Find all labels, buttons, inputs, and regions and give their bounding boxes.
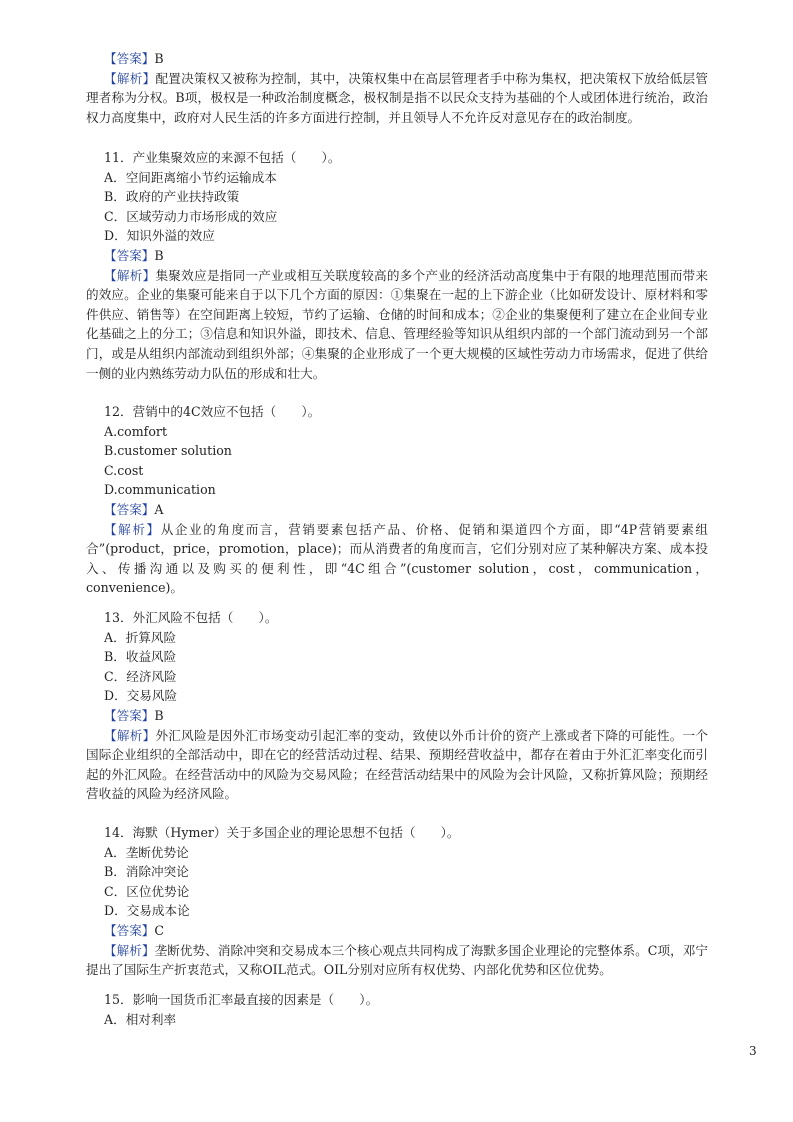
analysis-text: 从企业的角度而言，营销要素包括产品、价格、促销和渠道四个方面，即“4P营销要素组合”(product，price，promotion，place)；而从消费者的角度而言，它们分别对应了某种解决方案、成本投入、传播沟通以及购买的便利性，即“4C组合”(customer solution，cost，communication，convenience)。 bbox=[86, 521, 709, 596]
option: D．交易成本论 bbox=[104, 903, 190, 919]
answer-label: 【答案】 bbox=[104, 922, 155, 938]
question-12 bbox=[86, 402, 708, 598]
question-stem: 14．海默（Hymer）关于多国企业的理论思想不包括（ ）。 bbox=[104, 825, 460, 840]
question-15 bbox=[86, 990, 708, 1029]
option: D．交易风险 bbox=[104, 688, 178, 704]
option: A.comfort bbox=[104, 423, 167, 439]
analysis-label: 【解析】 bbox=[104, 521, 161, 537]
answer-label: 【答案】 bbox=[104, 51, 155, 66]
option: C．区位优势论 bbox=[104, 883, 190, 899]
option: A．垄断优势论 bbox=[104, 844, 189, 860]
answer-value: B bbox=[154, 51, 164, 66]
option: C.cost bbox=[104, 462, 144, 478]
option: A．空间距离缩小节约运输成本 bbox=[104, 169, 277, 185]
option: D．知识外溢的效应 bbox=[104, 228, 215, 244]
option: B．消除冲突论 bbox=[104, 864, 189, 880]
option: C．经济风险 bbox=[104, 668, 177, 684]
option: A．相对利率 bbox=[104, 1011, 177, 1027]
analysis-label: 【解析】 bbox=[104, 267, 156, 283]
question-14 bbox=[86, 823, 708, 980]
option: D.communication bbox=[104, 482, 216, 498]
analysis-text: 垄断优势、消除冲突和交易成本三个核心观点共同构成了海默多国企业理论的完整体系。C项，邓宁提出了国际生产折衷范式，又称OIL范式。OIL分别对应所有权优势、内部化优势和区位优势。 bbox=[86, 942, 709, 978]
answer-label: 【答案】 bbox=[104, 501, 155, 517]
analysis-text: 外汇风险是因外汇市场变动引起汇率的变动，致使以外币计价的资产上涨或者下降的可能性。一个国际企业组织的全部活动中，即在它的经营活动过程、结果、预期经营收益中，都存在着由于外汇汇率变化而引起的外汇风险。在经营活动中的风险为交易风险；在经营活动结果中的风险为会计风险，又称折算风险；预期经营收益的风险为经济风险。 bbox=[86, 727, 709, 802]
answer-value: A bbox=[154, 501, 164, 517]
option: B．收益风险 bbox=[104, 649, 177, 665]
prev-question-tail bbox=[86, 49, 708, 127]
analysis-text: 集聚效应是指同一产业或相互关联度较高的多个产业的经济活动高度集中于有限的地理范围而带来的效应。企业的集聚可能来自于以下几个方面的原因：①集聚在一起的上下游企业（比如研发设计、原材料和零件供应、销售等）在空间距离上较短，节约了运输、仓储的时间和成本；②企业的集聚便利了建立在企业间专业化基础之上的分工；③信息和知识外溢，即技术、信息、管理经验等知识从组织内部的一个部门流动到另一个部门，或是从组织内部流动到组织外部；④集聚的企业形成了一个更大规模的区域性劳动力市场需求，促进了供给一侧的业内熟练劳动力队伍的形成和壮大。 bbox=[86, 267, 709, 381]
answer-label: 【答案】 bbox=[104, 707, 155, 723]
option: A．折算风险 bbox=[104, 629, 177, 645]
answer-value: B bbox=[154, 707, 164, 723]
answer-label: 【答案】 bbox=[104, 247, 155, 263]
answer-value: C bbox=[154, 922, 165, 938]
question-stem: 13．外汇风险不包括（ ）。 bbox=[104, 610, 278, 625]
option: B.customer solution bbox=[104, 443, 232, 459]
page-number: 3 bbox=[749, 1044, 757, 1058]
option: B．政府的产业扶持政策 bbox=[104, 189, 240, 205]
analysis-label: 【解析】 bbox=[104, 70, 156, 86]
option: C．区域劳动力市场形成的效应 bbox=[104, 208, 278, 224]
question-stem: 12．营销中的4C效应不包括（ ）。 bbox=[104, 404, 321, 419]
question-stem: 15．影响一国货币汇率最直接的因素是（ ）。 bbox=[104, 992, 379, 1007]
analysis-text: 配置决策权又被称为控制，其中，决策权集中在高层管理者手中称为集权，把决策权下放给低层管理者称为分权。B项，极权是一种政治制度概念，极权制是指不以民众支持为基础的个人或团体进行统治，政治权力高度集中，政府对人民生活的许多方面进行控制，并且领导人不允许反对意见存在的政治制度。 bbox=[86, 70, 709, 125]
analysis-label: 【解析】 bbox=[104, 727, 156, 743]
question-stem: 11．产业集聚效应的来源不包括（ ）。 bbox=[104, 150, 341, 165]
question-11 bbox=[86, 148, 708, 383]
answer-value: B bbox=[154, 247, 164, 263]
analysis-label: 【解析】 bbox=[104, 942, 155, 958]
question-13 bbox=[86, 608, 708, 804]
